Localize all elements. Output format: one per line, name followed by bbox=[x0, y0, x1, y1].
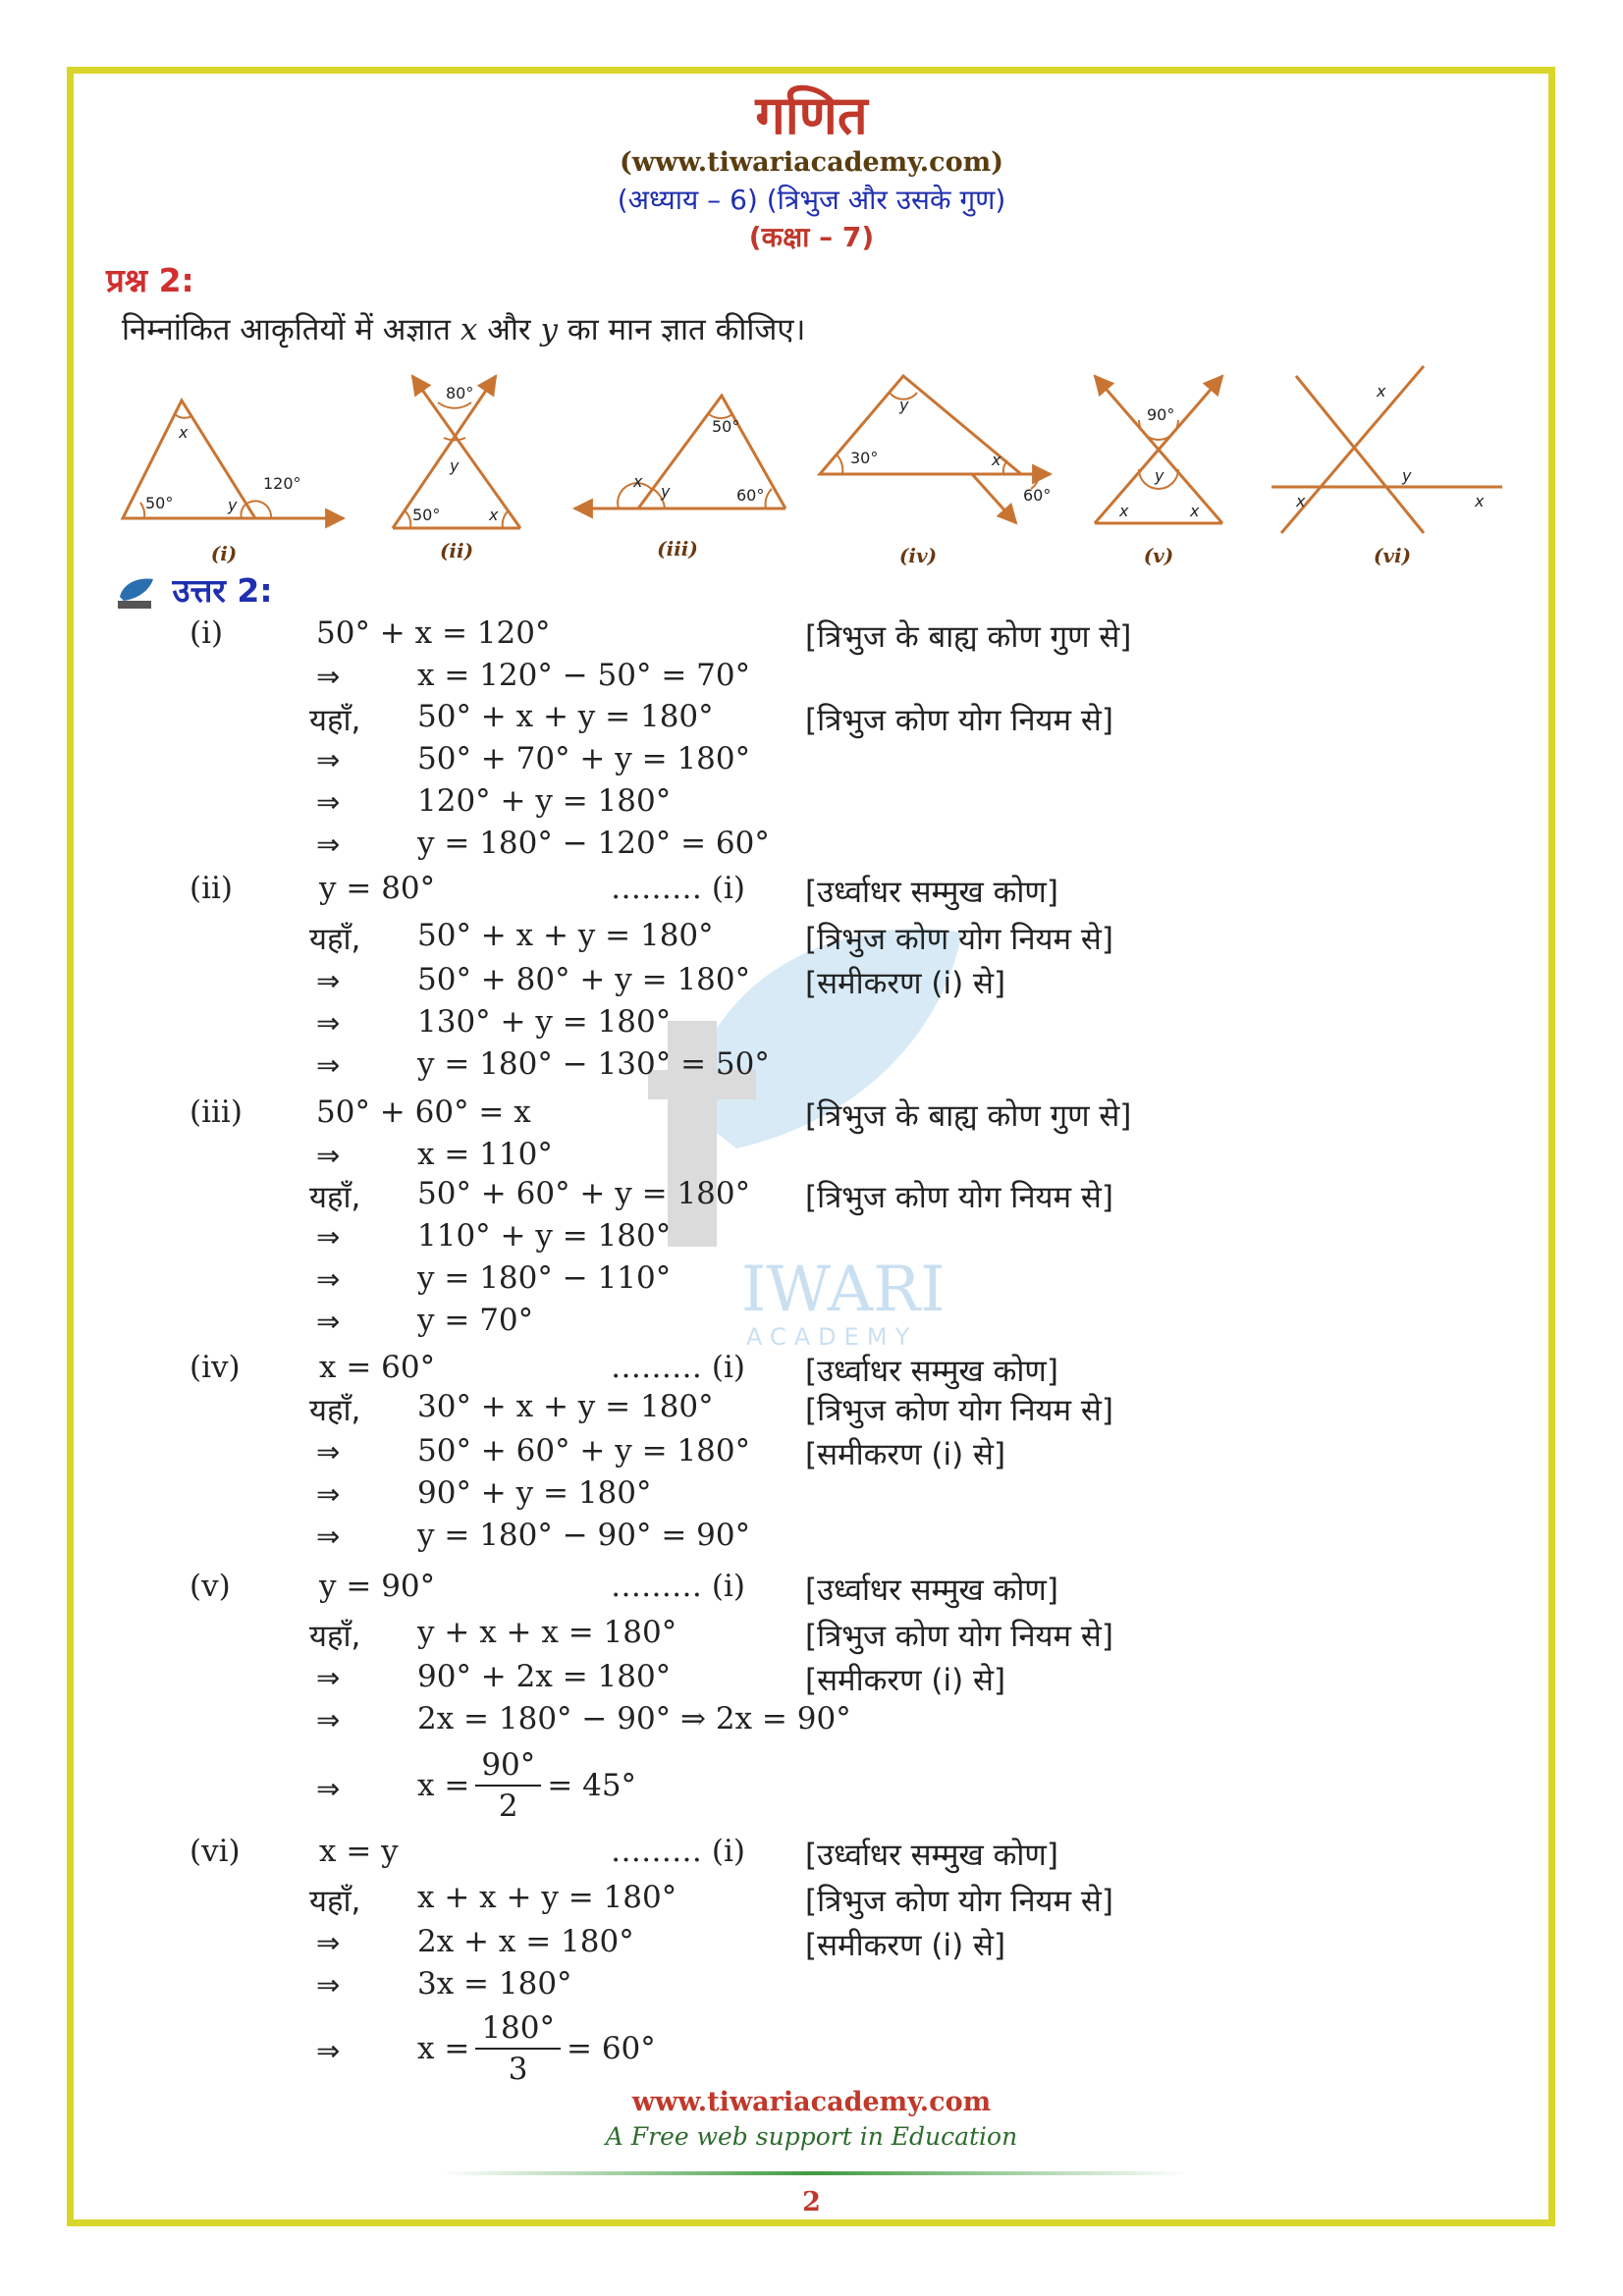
part-ii-here: यहाँ, bbox=[309, 922, 361, 957]
question-label: प्रश्न 2: bbox=[106, 261, 194, 299]
part-iii-reason-1: [त्रिभुज के बाह्य कोण गुण से] bbox=[805, 1098, 1132, 1134]
chapter-title: (अध्याय – 6) (त्रिभुज और उसके गुण) bbox=[617, 184, 1006, 216]
class-label: (कक्षा – 7) bbox=[748, 221, 875, 253]
part-vi-line-3: 2x + x = 180° bbox=[417, 1924, 634, 1959]
part-vi-frac-body bbox=[475, 2010, 561, 2087]
part-iv-reason-1: [उर्ध्वाधर सम्मुख कोण] bbox=[805, 1354, 1058, 1389]
part-iv-here: यहाँ, bbox=[309, 1393, 361, 1428]
fig-caption-iv: (iv) bbox=[898, 544, 938, 567]
part-i-implies-4: ⇒ bbox=[316, 828, 341, 861]
part-v-frac-num: 90° bbox=[475, 1747, 541, 1787]
tiwari-logo-icon bbox=[116, 575, 155, 611]
fig1-angle-x: x bbox=[179, 423, 189, 442]
part-i-reason-2: [त्रिभुज कोण योग नियम से] bbox=[805, 703, 1113, 738]
part-iii-label: (iii) bbox=[189, 1095, 243, 1130]
part-ii-label: (ii) bbox=[189, 871, 234, 906]
fig4-angle-60: 60° bbox=[1023, 486, 1052, 505]
part-vi-line-2: x + x + y = 180° bbox=[417, 1880, 677, 1915]
part-v-line-2: y + x + x = 180° bbox=[417, 1615, 677, 1650]
part-v-implies-2: ⇒ bbox=[316, 1703, 341, 1736]
answer-label bbox=[116, 567, 273, 612]
part-v-line-1: y = 90° bbox=[319, 1569, 436, 1604]
part-v-frac-rhs: = 45° bbox=[547, 1768, 637, 1803]
fig4-angle-x: x bbox=[992, 451, 1001, 469]
part-iv-eq-ref: ……… (i) bbox=[611, 1350, 745, 1385]
part-i-line-5: 120° + y = 180° bbox=[417, 783, 672, 819]
part-ii-line-2: 50° + x + y = 180° bbox=[417, 918, 714, 953]
part-ii-line-3: 50° + 80° + y = 180° bbox=[417, 962, 751, 997]
footer-website[interactable]: www.tiwariacademy.com bbox=[631, 2087, 992, 2117]
part-vi-frac-lhs: x = bbox=[417, 2031, 470, 2066]
part-vi-line-1: x = y bbox=[319, 1834, 399, 1869]
question-text-end: का मान ज्ञात कीजिए। bbox=[567, 312, 806, 347]
part-iii-line-1: 50° + 60° = x bbox=[316, 1095, 531, 1130]
part-vi-label: (vi) bbox=[189, 1834, 241, 1869]
fig3-angle-x: x bbox=[633, 472, 643, 491]
part-iv-implies-3: ⇒ bbox=[316, 1520, 341, 1553]
answer-label-text: उत्तर 2: bbox=[172, 571, 273, 610]
fig4-angle-y: y bbox=[899, 396, 909, 414]
part-v-frac-den: 2 bbox=[498, 1789, 518, 1824]
part-i-line-6: y = 180° − 120° = 60° bbox=[417, 826, 770, 861]
fig6-angle-x-right: x bbox=[1475, 492, 1485, 510]
fig-caption-v: (v) bbox=[1143, 544, 1174, 567]
part-v-line-4: 2x = 180° − 90° ⇒ 2x = 90° bbox=[417, 1701, 851, 1736]
part-iii-here: यहाँ, bbox=[309, 1180, 361, 1215]
fig6-angle-x-top: x bbox=[1377, 382, 1386, 400]
footer-tagline: A Free web support in Education bbox=[605, 2122, 1018, 2151]
fig3-angle-y: y bbox=[661, 482, 671, 501]
part-v-reason-2: [त्रिभुज कोण योग नियम से] bbox=[805, 1619, 1113, 1654]
fig6-angle-x-left: x bbox=[1296, 492, 1306, 510]
header-website[interactable]: (www.tiwariacademy.com) bbox=[620, 147, 1003, 178]
part-v-implies-1: ⇒ bbox=[316, 1661, 341, 1694]
part-v-reason-3: [समीकरण (i) से] bbox=[805, 1663, 1006, 1698]
part-v-reason-1: [उर्ध्वाधर सम्मुख कोण] bbox=[805, 1573, 1058, 1608]
part-v-here: यहाँ, bbox=[309, 1619, 361, 1654]
part-iv-reason-2: [त्रिभुज कोण योग नियम से] bbox=[805, 1393, 1113, 1428]
part-i-line-4: 50° + 70° + y = 180° bbox=[417, 741, 751, 776]
part-iii-line-2: x = 110° bbox=[417, 1137, 553, 1172]
fig-caption-i: (i) bbox=[210, 542, 238, 565]
part-ii-line-4: 130° + y = 180° bbox=[417, 1004, 672, 1040]
part-vi-frac-num: 180° bbox=[475, 2010, 561, 2050]
fig6-angle-y: y bbox=[1402, 466, 1412, 485]
part-v-fraction bbox=[417, 1747, 636, 1824]
part-ii-reason-2: [त्रिभुज कोण योग नियम से] bbox=[805, 922, 1113, 957]
part-iii-reason-2: [त्रिभुज कोण योग नियम से] bbox=[805, 1180, 1113, 1215]
fig1-angle-50: 50° bbox=[145, 494, 174, 512]
fig2-angle-x: x bbox=[489, 506, 499, 524]
part-vi-implies-3: ⇒ bbox=[316, 2034, 341, 2067]
part-iv-label: (iv) bbox=[189, 1350, 241, 1385]
fig-caption-vi: (vi) bbox=[1373, 544, 1412, 567]
part-ii-reason-3: [समीकरण (i) से] bbox=[805, 966, 1006, 1001]
part-iii-line-3: 50° + 60° + y = 180° bbox=[417, 1176, 751, 1211]
fig1-angle-120: 120° bbox=[263, 474, 301, 493]
part-iv-line-5: y = 180° − 90° = 90° bbox=[417, 1518, 751, 1553]
part-ii-reason-1: [उर्ध्वाधर सम्मुख कोण] bbox=[805, 875, 1058, 910]
part-vi-fraction bbox=[417, 2010, 656, 2087]
part-vi-implies-2: ⇒ bbox=[316, 1968, 341, 2002]
part-i-implies-3: ⇒ bbox=[316, 785, 341, 819]
part-v-label: (v) bbox=[189, 1569, 231, 1604]
part-i-line-1: 50° + x = 120° bbox=[316, 615, 551, 651]
fig5-angle-90: 90° bbox=[1147, 405, 1175, 424]
fig1-angle-y: y bbox=[228, 496, 238, 514]
part-iv-line-2: 30° + x + y = 180° bbox=[417, 1389, 714, 1424]
part-ii-implies-1: ⇒ bbox=[316, 964, 341, 997]
part-i-reason-1: [त्रिभुज के बाह्य कोण गुण से] bbox=[805, 619, 1132, 655]
fig-caption-ii: (ii) bbox=[439, 539, 474, 562]
part-v-frac-body bbox=[475, 1747, 541, 1824]
part-ii-eq-ref: ……… (i) bbox=[611, 871, 745, 906]
part-vi-frac-den: 3 bbox=[508, 2052, 528, 2087]
fig3-angle-50: 50° bbox=[712, 417, 740, 436]
part-ii-line-1: y = 80° bbox=[319, 871, 436, 906]
question-text bbox=[122, 308, 805, 349]
part-vi-reason-3: [समीकरण (i) से] bbox=[805, 1928, 1006, 1963]
fig5-angle-x-left: x bbox=[1119, 502, 1129, 520]
part-vi-frac-rhs: = 60° bbox=[566, 2031, 656, 2066]
part-iv-implies-2: ⇒ bbox=[316, 1477, 341, 1511]
part-iii-implies-3: ⇒ bbox=[316, 1262, 341, 1296]
part-i-label: (i) bbox=[189, 615, 224, 651]
part-i-line-2: x = 120° − 50° = 70° bbox=[417, 658, 751, 693]
part-ii-implies-2: ⇒ bbox=[316, 1006, 341, 1040]
part-iii-implies-2: ⇒ bbox=[316, 1220, 341, 1254]
fig2-angle-80: 80° bbox=[446, 384, 474, 402]
part-i-implies-2: ⇒ bbox=[316, 743, 341, 776]
part-v-frac-lhs: x = bbox=[417, 1768, 470, 1803]
part-ii-implies-3: ⇒ bbox=[316, 1048, 341, 1082]
triangle-figures bbox=[108, 361, 1522, 572]
part-iv-line-1: x = 60° bbox=[319, 1350, 436, 1385]
part-iii-implies-4: ⇒ bbox=[316, 1305, 341, 1338]
fig4-angle-30: 30° bbox=[850, 449, 879, 467]
part-vi-line-4: 3x = 180° bbox=[417, 1966, 572, 2002]
part-vi-implies-1: ⇒ bbox=[316, 1926, 341, 1959]
page-number: 2 bbox=[802, 2187, 821, 2217]
part-i-here: यहाँ, bbox=[309, 703, 361, 738]
part-iii-line-4: 110° + y = 180° bbox=[417, 1218, 672, 1254]
part-v-eq-ref: ……… (i) bbox=[611, 1569, 745, 1604]
fig-caption-iii: (iii) bbox=[657, 537, 698, 561]
part-iii-line-6: y = 70° bbox=[417, 1303, 534, 1338]
fig2-angle-50: 50° bbox=[412, 506, 441, 524]
fig5-angle-x-right: x bbox=[1190, 502, 1200, 520]
part-iii-line-5: y = 180° − 110° bbox=[417, 1260, 672, 1296]
page-title: गणित bbox=[755, 84, 868, 146]
part-i-implies-1: ⇒ bbox=[316, 660, 341, 693]
part-iii-implies-1: ⇒ bbox=[316, 1139, 341, 1172]
part-vi-eq-ref: ……… (i) bbox=[611, 1834, 745, 1869]
question-var-y: y bbox=[540, 312, 558, 347]
part-vi-reason-1: [उर्ध्वाधर सम्मुख कोण] bbox=[805, 1838, 1058, 1873]
question-var-x: x bbox=[460, 312, 478, 347]
part-iv-line-4: 90° + y = 180° bbox=[417, 1475, 652, 1511]
watermark-subtext: ACADEMY bbox=[746, 1323, 918, 1351]
fig5-angle-y: y bbox=[1155, 466, 1164, 485]
footer-divider bbox=[442, 2171, 1188, 2175]
part-iv-line-3: 50° + 60° + y = 180° bbox=[417, 1433, 751, 1468]
fig2-angle-y: y bbox=[450, 456, 460, 475]
fig3-angle-60: 60° bbox=[736, 486, 765, 505]
part-vi-reason-2: [त्रिभुज कोण योग नियम से] bbox=[805, 1884, 1113, 1919]
question-text-start: निम्नांकित आकृतियों में अज्ञात bbox=[122, 312, 451, 347]
part-v-line-3: 90° + 2x = 180° bbox=[417, 1659, 672, 1694]
part-i-line-3: 50° + x + y = 180° bbox=[417, 699, 714, 734]
part-ii-line-5: y = 180° − 130° = 50° bbox=[417, 1046, 770, 1082]
question-conj: और bbox=[487, 312, 531, 347]
part-iv-implies-1: ⇒ bbox=[316, 1435, 341, 1468]
part-v-implies-3: ⇒ bbox=[316, 1772, 341, 1805]
watermark-text: IWARI bbox=[741, 1254, 946, 1326]
part-vi-here: यहाँ, bbox=[309, 1884, 361, 1919]
part-iv-reason-3: [समीकरण (i) से] bbox=[805, 1437, 1006, 1472]
